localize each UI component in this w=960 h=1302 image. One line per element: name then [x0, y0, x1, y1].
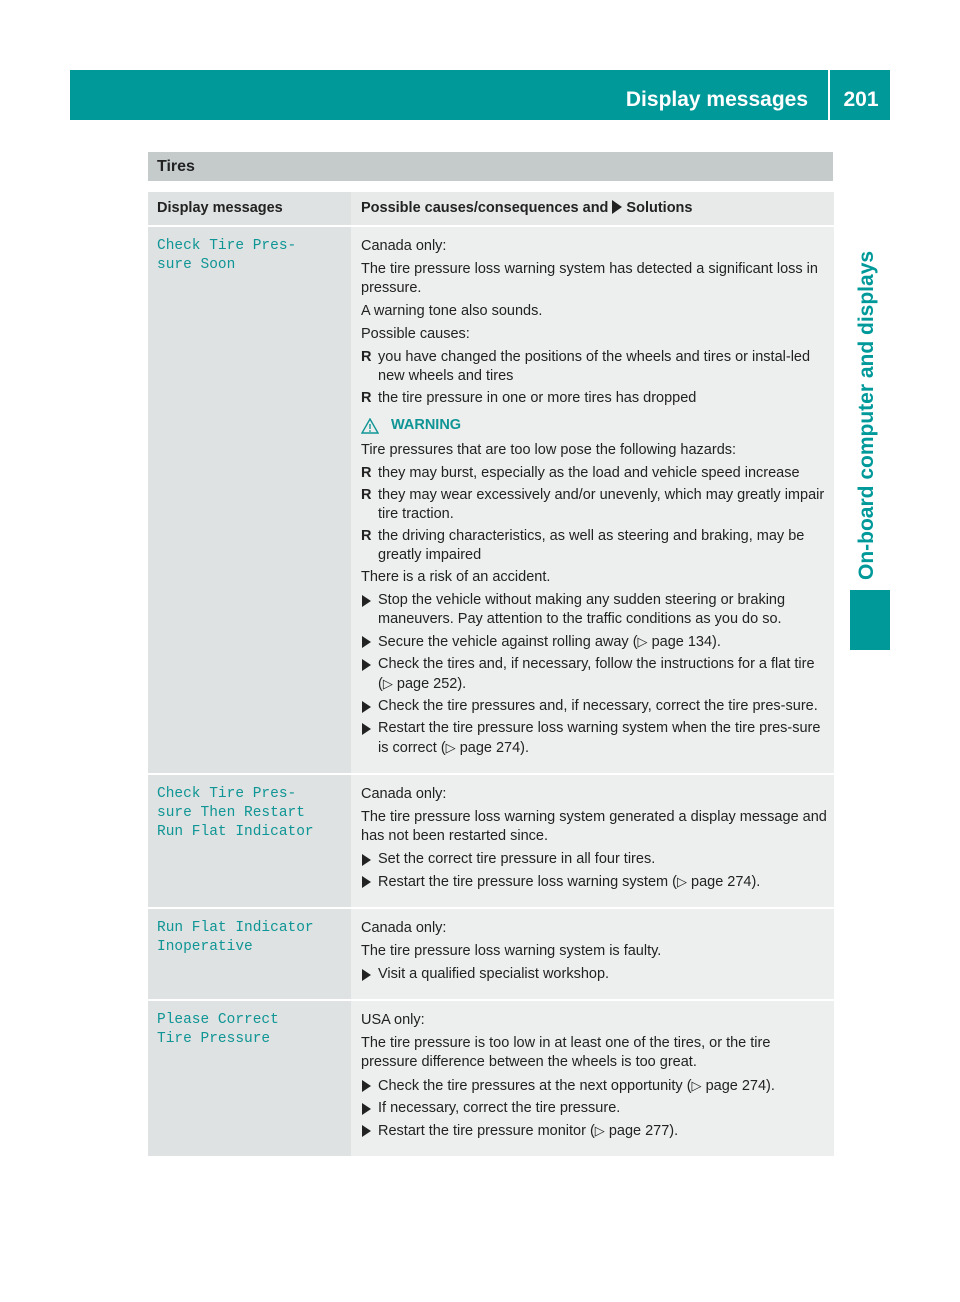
- list-item: [361, 389, 828, 408]
- page-reference[interactable]: page 274).: [705, 1078, 775, 1094]
- instruction-step: [361, 872, 828, 892]
- paragraph: There is a risk of an accident.: [361, 569, 551, 585]
- arrow-right-icon: [362, 723, 371, 735]
- arrow-right-icon: [362, 969, 371, 981]
- list-item: [361, 348, 828, 386]
- display-message-line: Inoperative: [157, 939, 253, 955]
- page-reference[interactable]: page 274).: [459, 740, 530, 756]
- page-reference-icon: ▷: [382, 676, 393, 691]
- paragraph: Possible causes:: [361, 326, 470, 342]
- solution-cell: [351, 1001, 834, 1156]
- side-tab: [843, 225, 891, 585]
- instruction-step: [361, 632, 828, 652]
- paragraph: Canada only:: [361, 238, 447, 254]
- step-text: Restart the tire pressure monitor (: [378, 1123, 595, 1139]
- section-heading: [148, 152, 833, 181]
- header-bar: [70, 70, 890, 120]
- arrow-right-icon: [362, 636, 371, 648]
- page-reference-icon: ▷: [676, 874, 687, 889]
- display-message: [148, 775, 351, 907]
- list-item-text: the tire pressure in one or more tires has dropped: [378, 390, 697, 406]
- display-message: [148, 1001, 351, 1156]
- paragraph: Canada only:: [361, 920, 447, 936]
- table-row: [148, 775, 834, 907]
- instruction-step: [361, 850, 828, 869]
- arrow-right-icon: [362, 701, 371, 713]
- list-item: [361, 464, 828, 483]
- display-message-line: sure Then Restart: [157, 805, 305, 821]
- instruction-step: [361, 719, 828, 758]
- page-reference-icon: ▷: [691, 1078, 702, 1093]
- page-reference-icon: ▷: [637, 634, 648, 649]
- instruction-step: [361, 655, 828, 694]
- arrow-right-icon: [362, 1125, 371, 1137]
- instruction-step: [361, 1099, 828, 1118]
- table-row: [148, 1001, 834, 1156]
- warning-triangle-icon: [361, 418, 379, 434]
- instruction-step: [361, 1076, 828, 1096]
- table-header-row: [148, 192, 834, 225]
- step-text: If necessary, correct the tire pressure.: [378, 1100, 621, 1116]
- display-message-line: Check Tire Pres‐: [157, 786, 297, 802]
- header-divider: [828, 70, 830, 120]
- list-item-text: the driving characteristics, as well as steering and braking, may be greatly impaired: [378, 528, 805, 563]
- step-text: Check the tire pressures and, if necessary, correct the tire pres‐sure.: [378, 698, 818, 714]
- list-item-text: you have changed the positions of the wheels and tires or instal‐led new wheels and tires: [378, 349, 811, 384]
- display-message: [148, 909, 351, 999]
- arrow-right-icon: [362, 659, 371, 671]
- arrow-right-icon: [362, 876, 371, 888]
- instruction-step: [361, 1121, 828, 1141]
- messages-table: [148, 190, 834, 1158]
- display-message-line: Run Flat Indicator: [157, 920, 314, 936]
- display-message-line: sure Soon: [157, 257, 236, 273]
- side-tab-label: On-board computer and displays: [855, 250, 878, 580]
- step-text: Restart the tire pressure loss warning system when the tire pres‐sure is correct (: [378, 720, 821, 756]
- display-message-line: Check Tire Pres‐: [157, 238, 297, 254]
- column-header-solutions-a: Possible causes/consequences and: [361, 200, 609, 216]
- paragraph: Canada only:: [361, 786, 447, 802]
- bullet-icon: R: [361, 390, 372, 406]
- column-header-solutions: [351, 192, 834, 225]
- page-reference[interactable]: page 134).: [651, 634, 721, 650]
- step-text: Check the tire pressures at the next opportunity (: [378, 1078, 692, 1094]
- arrow-right-icon: [362, 1080, 371, 1092]
- arrow-right-icon: [612, 200, 622, 214]
- warning-label: WARNING: [391, 417, 462, 433]
- paragraph: The tire pressure is too low in at least one of the tires, or the tire pressure difference between the wheels is too great.: [361, 1035, 771, 1070]
- bullet-icon: R: [361, 528, 372, 544]
- step-text: Secure the vehicle against rolling away (: [378, 634, 638, 650]
- table-row: [148, 909, 834, 999]
- column-header-messages: Display messages: [148, 192, 351, 225]
- warning-heading: [361, 416, 828, 435]
- section-title: Tires: [157, 158, 195, 175]
- step-text: Set the correct tire pressure in all four tires.: [378, 851, 656, 867]
- paragraph: The tire pressure loss warning system generated a display message and has not been restarted since.: [361, 809, 827, 844]
- page-reference-icon: ▷: [445, 740, 456, 755]
- page-reference[interactable]: page 252).: [396, 676, 467, 692]
- paragraph: USA only:: [361, 1012, 425, 1028]
- solution-cell: [351, 227, 834, 773]
- paragraph: A warning tone also sounds.: [361, 303, 543, 319]
- solution-cell: [351, 909, 834, 999]
- paragraph: The tire pressure loss warning system has detected a significant loss in pressure.: [361, 261, 818, 296]
- list-item: [361, 486, 828, 524]
- bullet-icon: R: [361, 465, 372, 481]
- paragraph: Tire pressures that are too low pose the following hazards:: [361, 442, 737, 458]
- list-item-text: they may wear excessively and/or unevenly, which may greatly impair tire traction.: [378, 487, 825, 522]
- instruction-step: [361, 697, 828, 716]
- display-message-line: Please Correct: [157, 1012, 279, 1028]
- list-item-text: they may burst, especially as the load and vehicle speed increase: [378, 465, 800, 481]
- step-text: Restart the tire pressure loss warning system (: [378, 874, 677, 890]
- display-message-line: Run Flat Indicator: [157, 824, 314, 840]
- instruction-step: [361, 591, 828, 629]
- bullet-icon: R: [361, 487, 372, 503]
- step-text: Check the tires and, if necessary, follow the instructions for a flat tire (: [378, 656, 815, 692]
- arrow-right-icon: [362, 595, 371, 607]
- arrow-right-icon: [362, 854, 371, 866]
- bullet-icon: R: [361, 349, 372, 365]
- display-message-line: Tire Pressure: [157, 1031, 271, 1047]
- list-item: [361, 527, 828, 565]
- page-number: 201: [843, 88, 879, 111]
- table-row: [148, 227, 834, 773]
- paragraph: The tire pressure loss warning system is faulty.: [361, 943, 662, 959]
- page-reference[interactable]: page 274).: [691, 874, 761, 890]
- column-header-solutions-b: Solutions: [626, 200, 693, 216]
- side-tab-block: [850, 590, 890, 650]
- arrow-right-icon: [362, 1103, 371, 1115]
- display-message: [148, 227, 351, 773]
- header-title: Display messages: [625, 88, 808, 111]
- page-reference-icon: ▷: [594, 1123, 605, 1138]
- step-text: Stop the vehicle without making any sudden steering or braking maneuvers. Pay attention to the traffic conditions as you do so.: [378, 592, 786, 627]
- instruction-step: [361, 965, 828, 984]
- step-text: Visit a qualified specialist workshop.: [378, 966, 610, 982]
- solution-cell: [351, 775, 834, 907]
- page-reference[interactable]: page 277).: [608, 1123, 679, 1139]
